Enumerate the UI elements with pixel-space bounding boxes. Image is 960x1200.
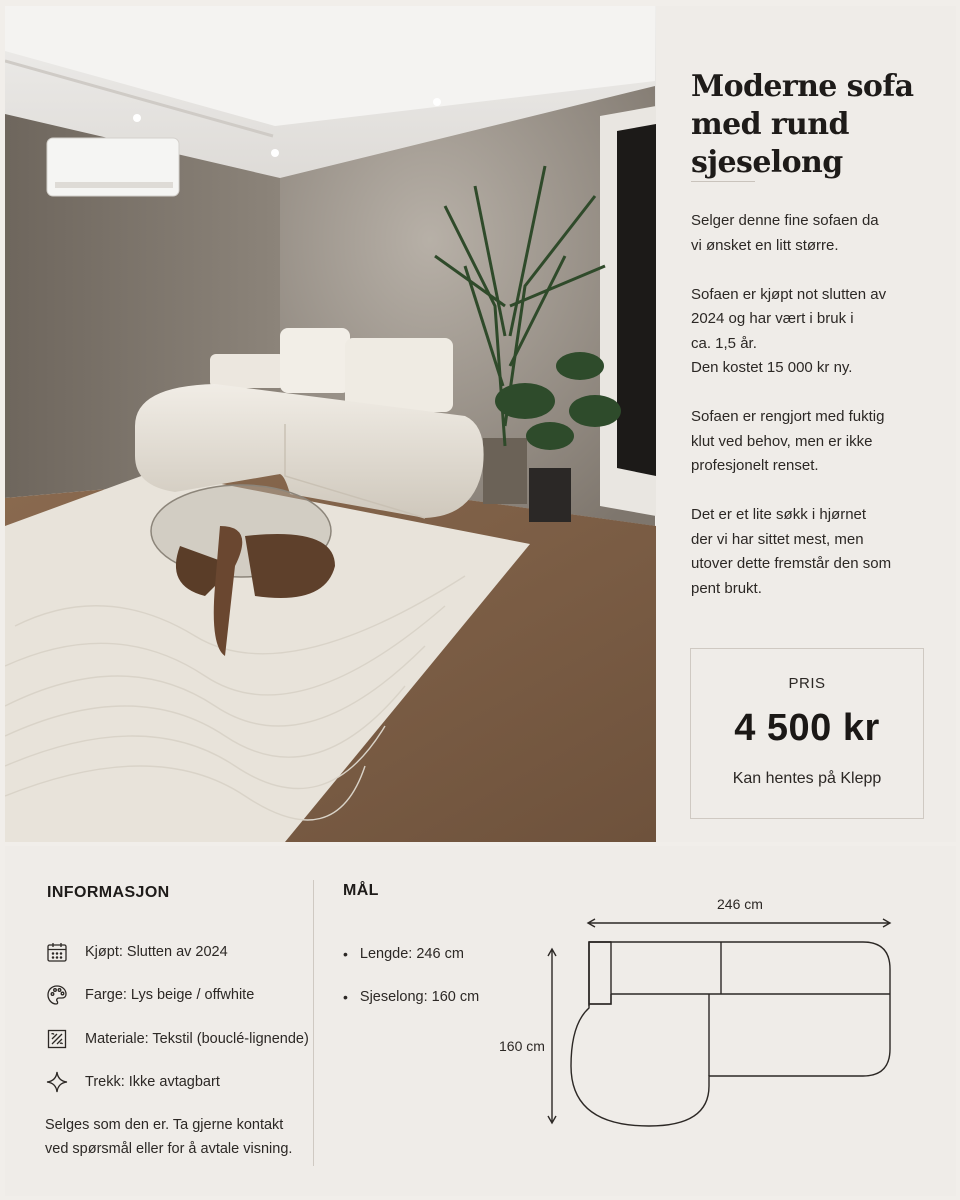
description-paragraph: Selger denne fine sofaen da vi ønsket en litt større. [691,212,879,254]
details-panel [5,846,956,1196]
pickup-location: Kan hentes på Klepp [732,770,882,787]
description-paragraph: Sofaen er kjøpt not slutten av 2024 og har vært i bruk i ca. 1,5 år. Den kostet 15 000 kr ny. [691,285,887,376]
sparkle-icon [45,1070,69,1094]
sofa-dimension-diagram [485,886,925,1136]
diagram-width-label: 246 cm [717,896,763,912]
palette-icon [45,983,69,1007]
price-box [690,648,924,819]
dimensions-list [343,932,479,1018]
sofa-outline-drawing [485,886,925,1136]
dimension-length: • Lengde: 246 cm [343,932,479,975]
info-color: Farge: Lys beige / offwhite [85,987,255,1004]
column-divider [313,880,314,1166]
price-label: PRIS [788,675,826,692]
listing-side-panel [656,6,956,842]
info-item [45,930,309,974]
listing-title: Moderne sofa med rund sjeselong [691,69,914,180]
dimension-chaise: • Sjeselong: 160 cm [343,975,479,1018]
info-item [45,1017,309,1061]
diagram-depth-label: 160 cm [499,1038,545,1054]
info-item [45,974,309,1018]
calendar-icon [45,940,69,964]
fabric-icon [45,1027,69,1051]
info-item [45,1061,309,1105]
description-paragraph: Det er et lite søkk i hjørnet der vi har sittet mest, men utover dette fremstår den som pent brukt. [691,506,892,597]
description-paragraph: Sofaen er rengjort med fuktig klut ved behov, men er ikke profesjonelt renset. [691,408,885,474]
price-value: 4 500 kr [734,707,880,749]
listing-description [691,209,936,626]
info-heading: INFORMASJON [47,884,170,901]
dimensions-heading: MÅL [343,882,379,899]
info-list [45,930,309,1104]
title-divider [691,181,755,182]
product-photo [5,6,656,842]
info-cover: Trekk: Ikke avtagbart [85,1074,220,1091]
contact-note: Selges som den er. Ta gjerne kontakt ved spørsmål eller for å avtale visning. [45,1117,293,1157]
info-purchased: Kjøpt: Slutten av 2024 [85,943,228,960]
info-material: Materiale: Tekstil (bouclé-lignende) [85,1030,309,1047]
